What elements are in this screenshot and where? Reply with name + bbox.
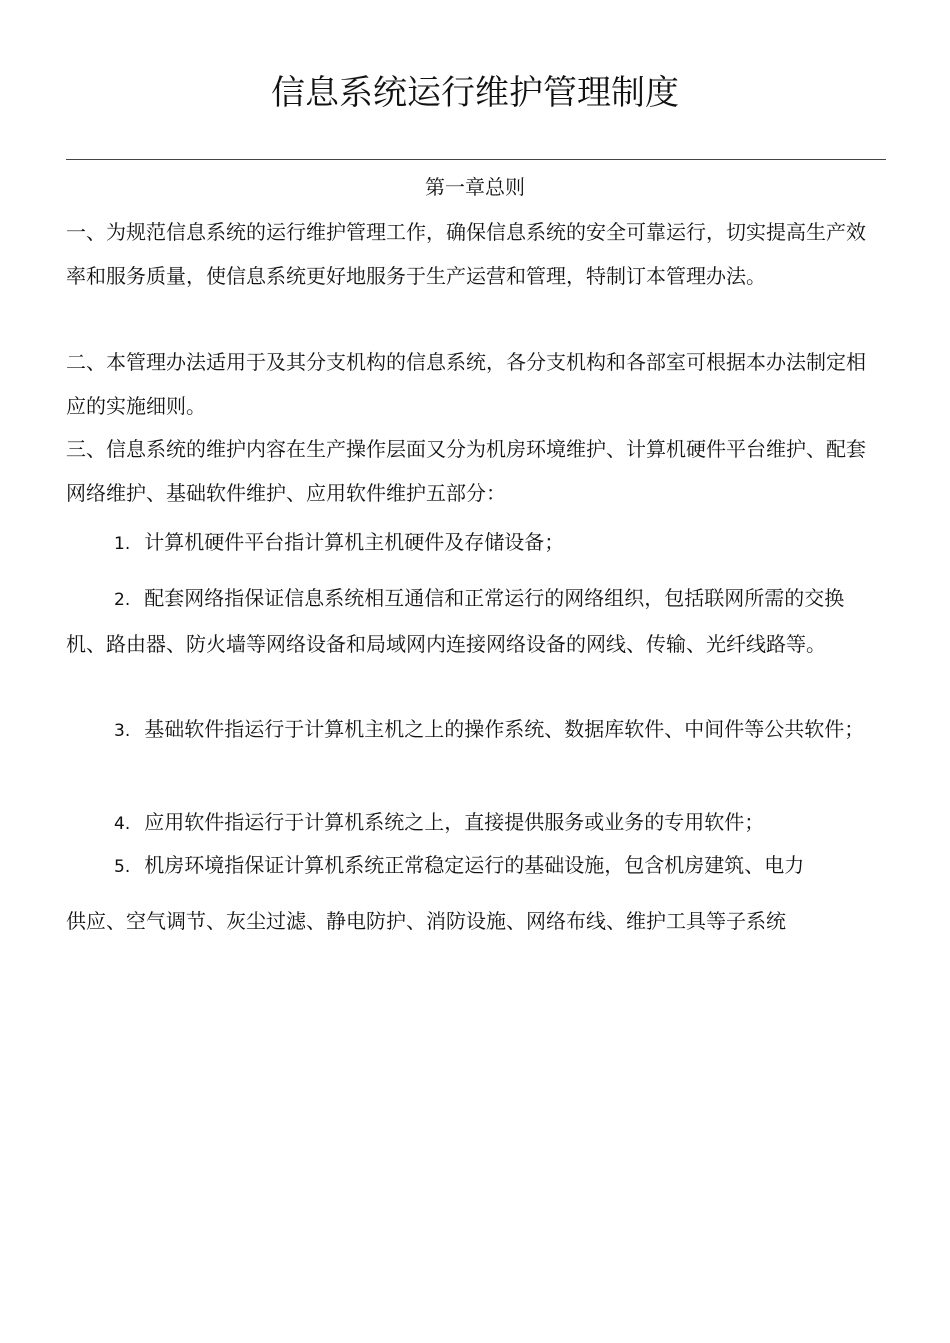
paragraph-continuation: 供应、空气调节、灰尘过滤、静电防护、消防设施、网络布线、维护工具等子系统 [66, 909, 786, 933]
list-item-number: 1. [114, 534, 131, 554]
title-divider [66, 159, 886, 160]
chapter-heading: 第一章总则 [425, 175, 525, 199]
list-item-2 [66, 576, 881, 666]
paragraph-1: 一、为规范信息系统的运行维护管理工作，确保信息系统的安全可靠运行，切实提高生产效率和服务质量，使信息系统更好地服务于生产运营和管理，特制订本管理办法。 [66, 220, 866, 288]
list-item-text: 应用软件指运行于计算机系统之上，直接提供服务或业务的专用软件； [144, 810, 765, 834]
list-item-5 [66, 843, 881, 889]
list-item-text: 基础软件指运行于计算机主机之上的操作系统、数据库软件、中间件等公共软件； [144, 717, 865, 741]
document-title: 信息系统运行维护管理制度 [271, 73, 679, 113]
list-item-text: 配套网络指保证信息系统相互通信和正常运行的网络组织，包括联网所需的交换机、路由器、防火墙等网络设备和局域网内连接网络设备的网线、传输、光纤线路等。 [66, 586, 845, 656]
list-item-number: 5. [114, 857, 131, 877]
paragraph-2: 二、本管理办法适用于及其分支机构的信息系统，各分支机构和各部室可根据本办法制定相应的实施细则。 [66, 350, 866, 418]
list-item-number: 3. [114, 721, 131, 741]
list-item-text: 机房环境指保证计算机系统正常稳定运行的基础设施，包含机房建筑、电力 [144, 853, 805, 877]
list-item-3 [66, 707, 881, 753]
list-item-4 [66, 800, 881, 846]
list-item-number: 4. [114, 814, 131, 834]
list-item-text: 计算机硬件平台指计算机主机硬件及存储设备； [144, 530, 565, 554]
list-item-number: 2. [114, 590, 131, 610]
list-item-1 [66, 520, 881, 566]
paragraph-3: 三、信息系统的维护内容在生产操作层面又分为机房环境维护、计算机硬件平台维护、配套网络维护、基础软件维护、应用软件维护五部分： [66, 437, 866, 505]
